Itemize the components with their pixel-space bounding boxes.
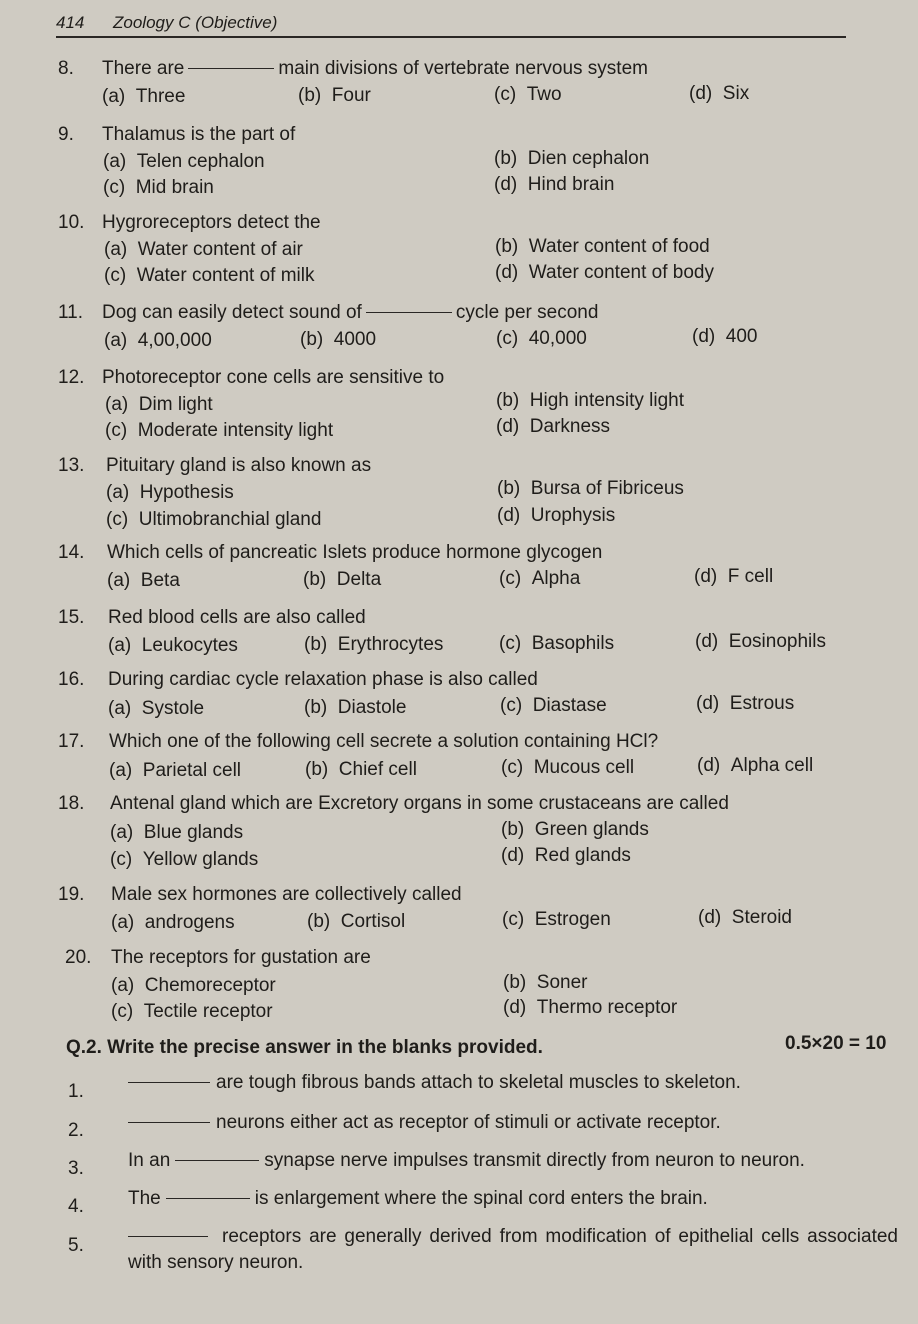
option-c: (c) Two <box>494 84 562 105</box>
question-text: Photoreceptor cone cells are sensitive to <box>102 367 445 388</box>
section-marks: 0.5×20 = 10 <box>785 1033 887 1054</box>
option-c: (c) Estrogen <box>502 909 611 930</box>
option-d: (d) Red glands <box>501 845 631 866</box>
option-d: (d) Estrous <box>696 693 795 714</box>
option-c: (c) Water content of milk <box>104 265 315 286</box>
question-text: Which cells of pancreatic Islets produce hormone glycogen <box>107 542 603 563</box>
answer-blank <box>188 68 274 69</box>
option-d: (d) Urophysis <box>497 505 616 526</box>
option-c: (c) Mid brain <box>103 177 214 198</box>
option-d: (d) Hind brain <box>494 174 615 195</box>
option-d: (d) Thermo receptor <box>503 997 678 1018</box>
book-page: 414 Zoology C (Objective) 8. There are main divisions of vertebrate nervous system (a) Three (b) Four (c) Two (d) Six 9. Thalamus is the part of (a) Telen cephalon (b) Dien cephalon (c) Mid brain (d) Hind brain 10. Hygroreceptors detect the (a) Water content of air (b) Water content of food (c) Water content of milk (d) Water content of body 11. Dog can easily detect sound of cycle per second (a) 4,00,000 (b) 4000 (c) 40,000 (d) 400 12. Photoreceptor cone cells are sensitive to (a) Dim light (b) High intensity light (c) Moderate intensity light (d) Darkness 13. Pituitary gland is also known as (a) Hypothesis (b) Bursa of Fibriceus (c) Ultimobranchial gland (d) Urophysis 14. Which cells of pancreatic Islets produce hormone glycogen (a) Beta (b) Delta (c) Alpha (d) F cell 15. Red blood cells are also called (a) Leukocytes (b) Erythrocytes (c) Basophils (d) Eosinophils 16. During cardiac cycle relaxation phase is also called (a) Systole (b) Diastole (c) Diastase (d) Estrous 17. Which one of the following cell secrete a solution containing HCl? (a) Parietal cell (b) Chief cell (c) Mucous cell (d) Alpha cell 18. Antenal gland which are Excretory organs in some crustaceans are called (a) Blue glands (b) Green glands (c) Yellow glands (d) Red glands 19. Male sex hormones are collectively called (a) androgens (b) Cortisol (c) Estrogen (d) Steroid 20. The receptors for gustation are (a) Chemoreceptor (b) Soner (c) Tectile receptor (d) Thermo receptor Q.2. Write the precise answer in the blanks provided. 0.5×20 = 10 1. are tough fibrous bands attach to skeletal muscles to skeleton. 2. neurons either act as receptor of stimuli or activate receptor. 3. In an synapse nerve impulses transmit directly from neuron to neuron. 4. The is enlargement where the spinal cord enters the brain. 5. receptors are generally derived from modification of epithelial cells associated with sensory neuron. <box>56 13 898 1273</box>
answer-blank <box>128 1236 208 1237</box>
option-b: (b) Diastole <box>304 697 407 718</box>
option-d: (d) Six <box>689 83 750 104</box>
question-number: 10. <box>58 212 85 233</box>
question-number: 15. <box>58 607 85 628</box>
option-d: (d) Steroid <box>698 907 792 928</box>
option-b: (b) Water content of food <box>495 236 710 257</box>
question-text: During cardiac cycle relaxation phase is also called <box>108 669 538 690</box>
option-c: (c) Tectile receptor <box>111 1001 273 1022</box>
option-c: (c) Ultimobranchial gland <box>106 509 322 530</box>
question-text: The receptors for gustation are <box>111 947 371 968</box>
question-number: 12. <box>58 367 85 388</box>
question-text: Red blood cells are also called <box>108 607 366 628</box>
option-a: (a) Beta <box>107 570 180 591</box>
option-b: (b) Delta <box>303 569 382 590</box>
question-number: 16. <box>58 669 85 690</box>
question-number: 14. <box>58 542 85 563</box>
answer-blank <box>128 1082 210 1083</box>
page-number: 414 <box>56 13 85 32</box>
option-b: (b) Dien cephalon <box>494 148 650 169</box>
answer-blank <box>128 1122 210 1123</box>
page-header <box>56 12 846 38</box>
option-c: (c) Moderate intensity light <box>105 420 334 441</box>
question-text: Pituitary gland is also known as <box>106 455 372 476</box>
option-c: (c) Yellow glands <box>110 849 259 870</box>
option-b: (b) Bursa of Fibriceus <box>497 478 684 499</box>
option-a: (a) Telen cephalon <box>103 151 265 172</box>
option-d: (d) Eosinophils <box>695 631 826 652</box>
option-a: (a) Parietal cell <box>109 760 242 781</box>
option-a: (a) Systole <box>108 698 205 719</box>
question-text: Dog can easily detect sound of cycle per second <box>102 302 599 323</box>
question-text: There are main divisions of vertebrate nervous system <box>102 58 648 79</box>
question-number: 20. <box>65 947 92 968</box>
option-b: (b) Soner <box>503 972 588 993</box>
option-a: (a) Blue glands <box>110 822 244 843</box>
option-a: (a) Three <box>102 86 186 107</box>
option-d: (d) 400 <box>692 326 758 347</box>
question-number: 8. <box>58 58 74 79</box>
option-a: (a) Chemoreceptor <box>111 975 276 996</box>
option-a: (a) Dim light <box>105 394 213 415</box>
question-text: Thalamus is the part of <box>102 124 296 145</box>
question-text: Which one of the following cell secrete a solution containing HCl? <box>109 731 659 752</box>
option-a: (a) Water content of air <box>104 239 303 260</box>
option-a: (a) 4,00,000 <box>104 330 212 351</box>
question-number: 18. <box>58 793 85 814</box>
option-d: (d) Alpha cell <box>697 755 814 776</box>
option-b: (b) High intensity light <box>496 390 684 411</box>
question-number: 19. <box>58 884 85 905</box>
option-d: (d) F cell <box>694 566 774 587</box>
question-text: Male sex hormones are collectively called <box>111 884 462 905</box>
option-b: (b) Cortisol <box>307 911 406 932</box>
answer-blank <box>366 312 452 313</box>
option-b: (b) Green glands <box>501 819 649 840</box>
option-b: (b) Chief cell <box>305 759 417 780</box>
option-b: (b) Four <box>298 85 371 106</box>
option-c: (c) Diastase <box>500 695 607 716</box>
question-number: 13. <box>58 455 85 476</box>
option-d: (d) Water content of body <box>495 262 714 283</box>
option-a: (a) Hypothesis <box>106 482 234 503</box>
book-title: Zoology C (Objective) <box>113 13 278 32</box>
option-a: (a) androgens <box>111 912 235 933</box>
option-d: (d) Darkness <box>496 416 611 437</box>
option-c: (c) Basophils <box>499 633 615 654</box>
option-c: (c) Mucous cell <box>501 757 635 778</box>
option-a: (a) Leukocytes <box>108 635 238 656</box>
option-b: (b) Erythrocytes <box>304 634 444 655</box>
question-number: 11. <box>58 302 84 323</box>
option-c: (c) 40,000 <box>496 328 587 349</box>
answer-blank <box>175 1160 259 1161</box>
question-text: Antenal gland which are Excretory organs in some crustaceans are called <box>110 793 729 814</box>
question-number: 17. <box>58 731 85 752</box>
question-number: 9. <box>58 124 74 145</box>
section-title: Q.2. Write the precise answer in the blanks provided. <box>66 1037 543 1058</box>
option-c: (c) Alpha <box>499 568 581 589</box>
option-b: (b) 4000 <box>300 329 377 350</box>
answer-blank <box>166 1198 250 1199</box>
question-text: Hygroreceptors detect the <box>102 212 321 233</box>
